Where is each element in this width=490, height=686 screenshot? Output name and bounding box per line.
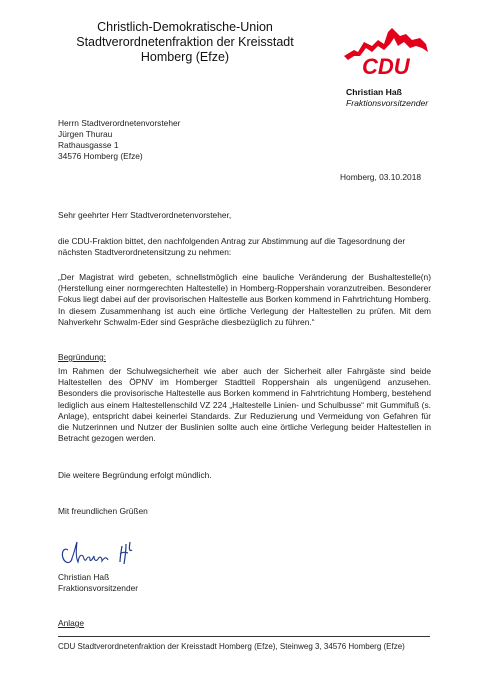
further-reasoning-note: Die weitere Begründung erfolgt mündlich. [58, 470, 212, 480]
motion-paragraph: „Der Magistrat wird gebeten, schnellstmöglich eine bauliche Veränderung der Bushaltestelle(n) (Herstellung einer normgerechten Haltestelle) in Homberg-Roppershain voranzutreiben. Besonderer Fokus liegt dabei auf der provisorischen Haltestelle aus Borken kommend in Fahrtrichtung Homberg. In diesem Zusammenhang ist auch eine örtliche Verlegung der Haltestellen zu prüfen. Mit dem Nahverkehr Schwalm-Eder sind Gespräche diesbezüglich zu führen.“ [58, 272, 431, 327]
recipient-line-3: Rathausgasse 1 [58, 140, 119, 150]
sender-name: Christian Haß [346, 87, 402, 97]
letterhead-line-1: Christlich-Demokratische-Union [97, 20, 273, 34]
handwritten-signature [58, 536, 148, 570]
closing-greeting: Mit freundlichen Grüßen [58, 506, 148, 516]
reasoning-heading: Begründung: [58, 352, 106, 362]
recipient-line-2: Jürgen Thurau [58, 129, 113, 139]
recipient-line-1: Herrn Stadtverordnetenvorsteher [58, 118, 181, 128]
intro-paragraph: die CDU-Fraktion bittet, den nachfolgenden Antrag zur Abstimmung auf die Tagesordnung der nächsten Stadtverordnetensitzung zu nehmen: [58, 236, 406, 258]
signoff-role: Fraktionsvorsitzender [58, 583, 139, 593]
attachment-label: Anlage [58, 618, 85, 628]
letterhead [0, 20, 370, 65]
footer-address: CDU Stadtverordnetenfraktion der Kreisstadt Homberg (Efze), Steinweg 3, 34576 Homberg (Efze) [58, 642, 405, 651]
sender-role: Fraktionsvorsitzender [346, 98, 429, 108]
signoff-name: Christian Haß [58, 572, 110, 582]
reasoning-paragraph: Im Rahmen der Schulwegsicherheit wie aber auch der Sicherheit aller Fahrgäste sind beide Haltestellen des ÖPNV im Homberger Stadtteil Roppershain als ungenügend anzusehen. Besonders die provisorische Haltestelle aus Borken kommend in Fahrtrichtung Homberg, bestehend lediglich aus einem Haltestellenschild VZ 224 „Haltestelle Linien- und Schulbusse“ mit Gummifuß (s. Anlage), entspricht dabei keinerlei Standards. Zur Reduzierung und Vermeidung von Gefahren für die Nutzerinnen und Nutzer der Buslinien sollte auch eine örtliche Verlegung beider Haltestellen in Betracht gezogen werden. [58, 366, 431, 444]
salutation: Sehr geehrter Herr Stadtverordnetenvorsteher, [58, 210, 232, 220]
cdu-logo-text: CDU [362, 54, 410, 78]
recipient-line-4: 34576 Homberg (Efze) [58, 151, 143, 161]
footer-divider [58, 636, 430, 637]
cdu-logo [342, 26, 430, 78]
letterhead-line-2: Stadtverordnetenfraktion der Kreisstadt [76, 35, 294, 49]
letterhead-line-3: Homberg (Efze) [140, 50, 230, 64]
letter-date: Homberg, 03.10.2018 [340, 172, 422, 182]
recipient-address [58, 118, 180, 162]
